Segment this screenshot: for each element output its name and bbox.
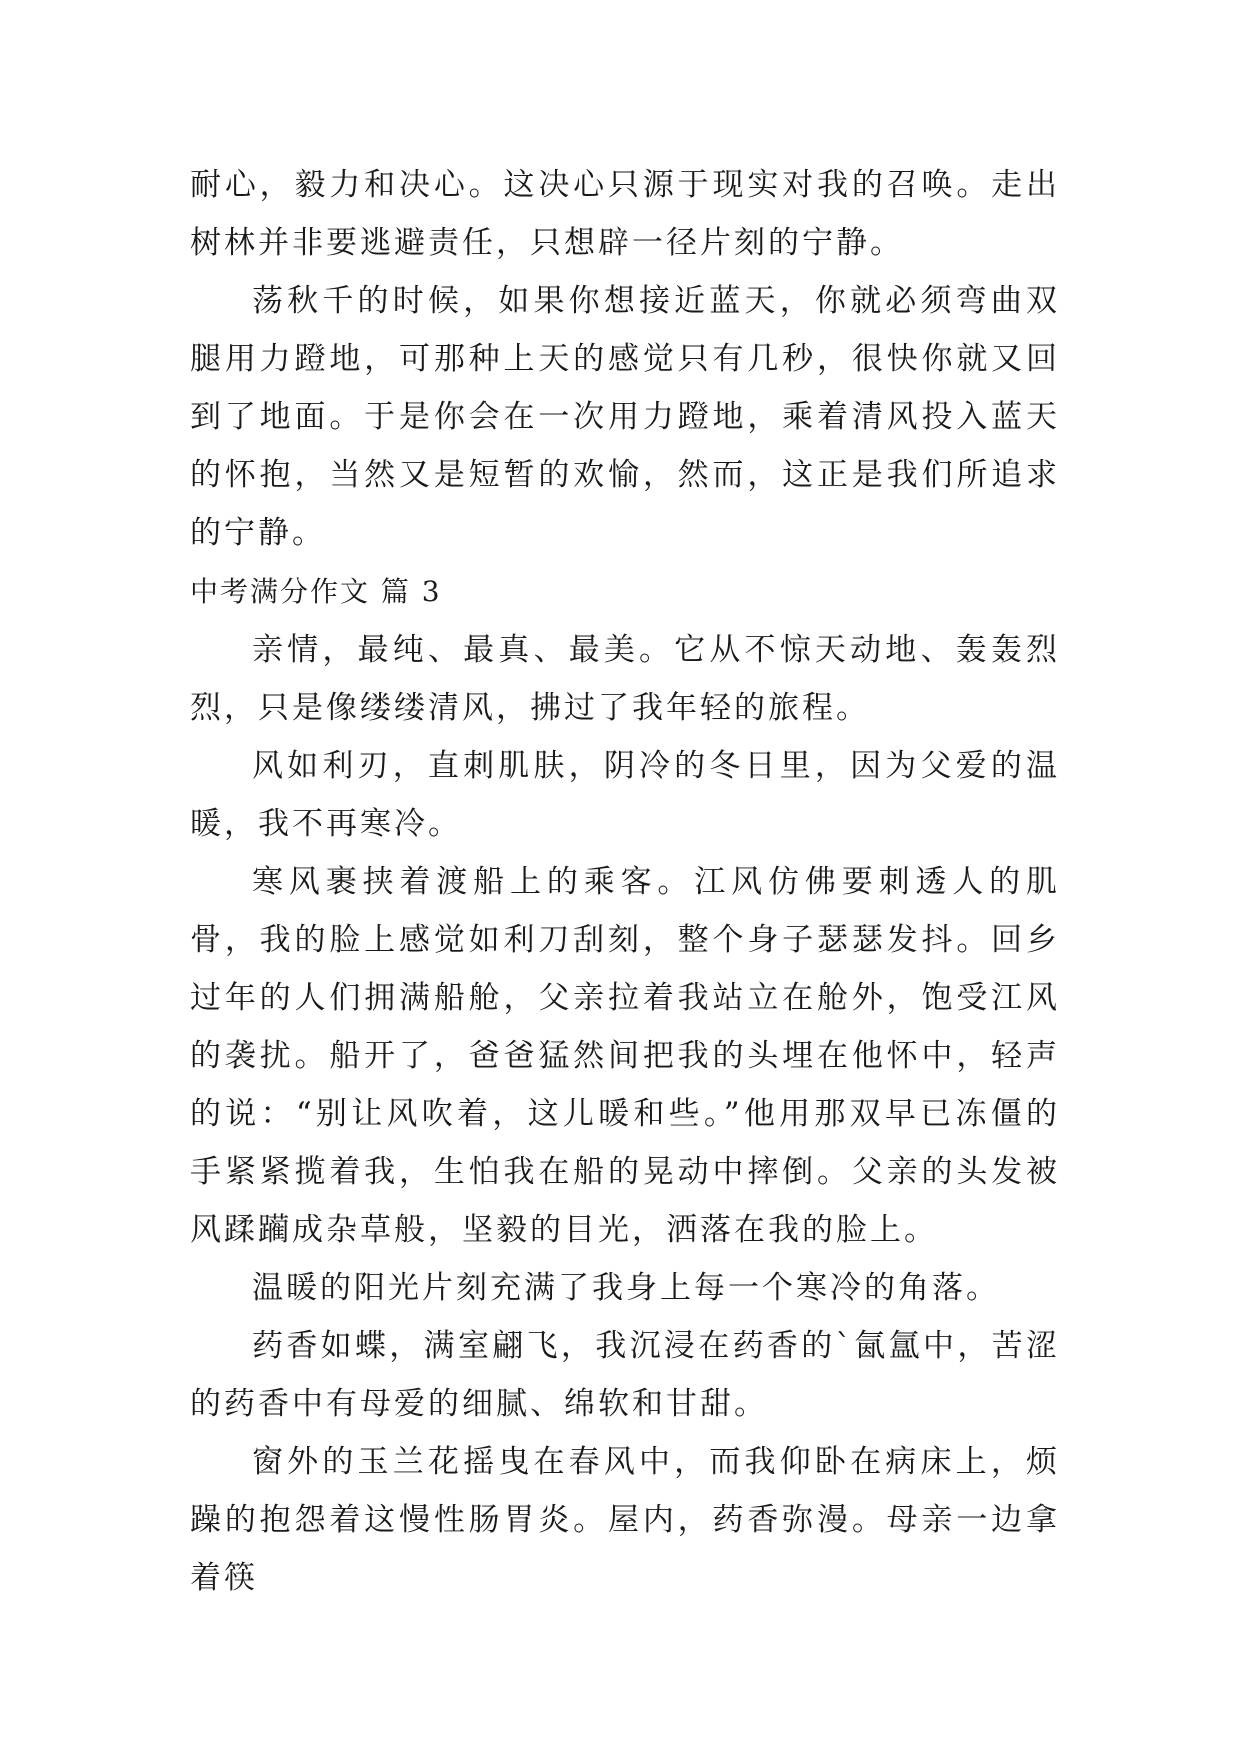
paragraph-swing: 荡秋千的时候，如果你想接近蓝天，你就必须弯曲双腿用力蹬地，可那种上天的感觉只有几秒，很快你就又回到了地面。于是你会在一次用力蹬地，乘着清风投入蓝天的怀抱，当然又是短暂的欢愉，然而，这正是我们所追求的宁静。 (190, 283, 1060, 551)
section-block (190, 563, 1060, 1607)
paragraph-medicine-fragrance: 药香如蝶，满室翩飞，我沉浸在药香的`氤氲中，苦涩的药香中有母爱的细腻、绵软和甘甜。 (190, 1328, 1060, 1422)
paragraph-family-love: 亲情，最纯、最真、最美。它从不惊天动地、轰轰烈烈，只是像缕缕清风，拂过了我年轻的旅程。 (190, 632, 1060, 726)
paragraph-ferry: 寒风裹挟着渡船上的乘客。江风仿佛要刺透人的肌骨，我的脸上感觉如利刀刮刻，整个身子瑟瑟发抖。回乡过年的人们拥满船舱，父亲拉着我站立在舱外，饱受江风的袭扰。船开了，爸爸猛然间把我的头埋在他怀中，轻声的说：“别让风吹着，这儿暖和些。”他用那双早已冻僵的手紧紧揽着我，生怕我在船的晃动中摔倒。父亲的头发被风蹂躏成杂草般，坚毅的目光，洒落在我的脸上。 (190, 864, 1060, 1248)
section-heading: 中考满分作文 篇 3 (190, 575, 442, 608)
top-text-block (190, 156, 1060, 562)
paragraph-wind-blade: 风如利刃，直刺肌肤，阴冷的冬日里，因为父爱的温暖，我不再寒冷。 (190, 748, 1060, 842)
paragraph-warm-sunlight: 温暖的阳光片刻充满了我身上每一个寒冷的角落。 (252, 1270, 1000, 1306)
paragraph-magnolia: 窗外的玉兰花摇曳在春风中，而我仰卧在病床上，烦躁的抱怨着这慢性肠胃炎。屋内，药香弥漫。母亲一边拿着筷 (190, 1444, 1060, 1596)
paragraph-continued: 耐心，毅力和决心。这决心只源于现实对我的召唤。走出树林并非要逃避责任，只想辟一径片刻的宁静。 (190, 167, 1060, 261)
